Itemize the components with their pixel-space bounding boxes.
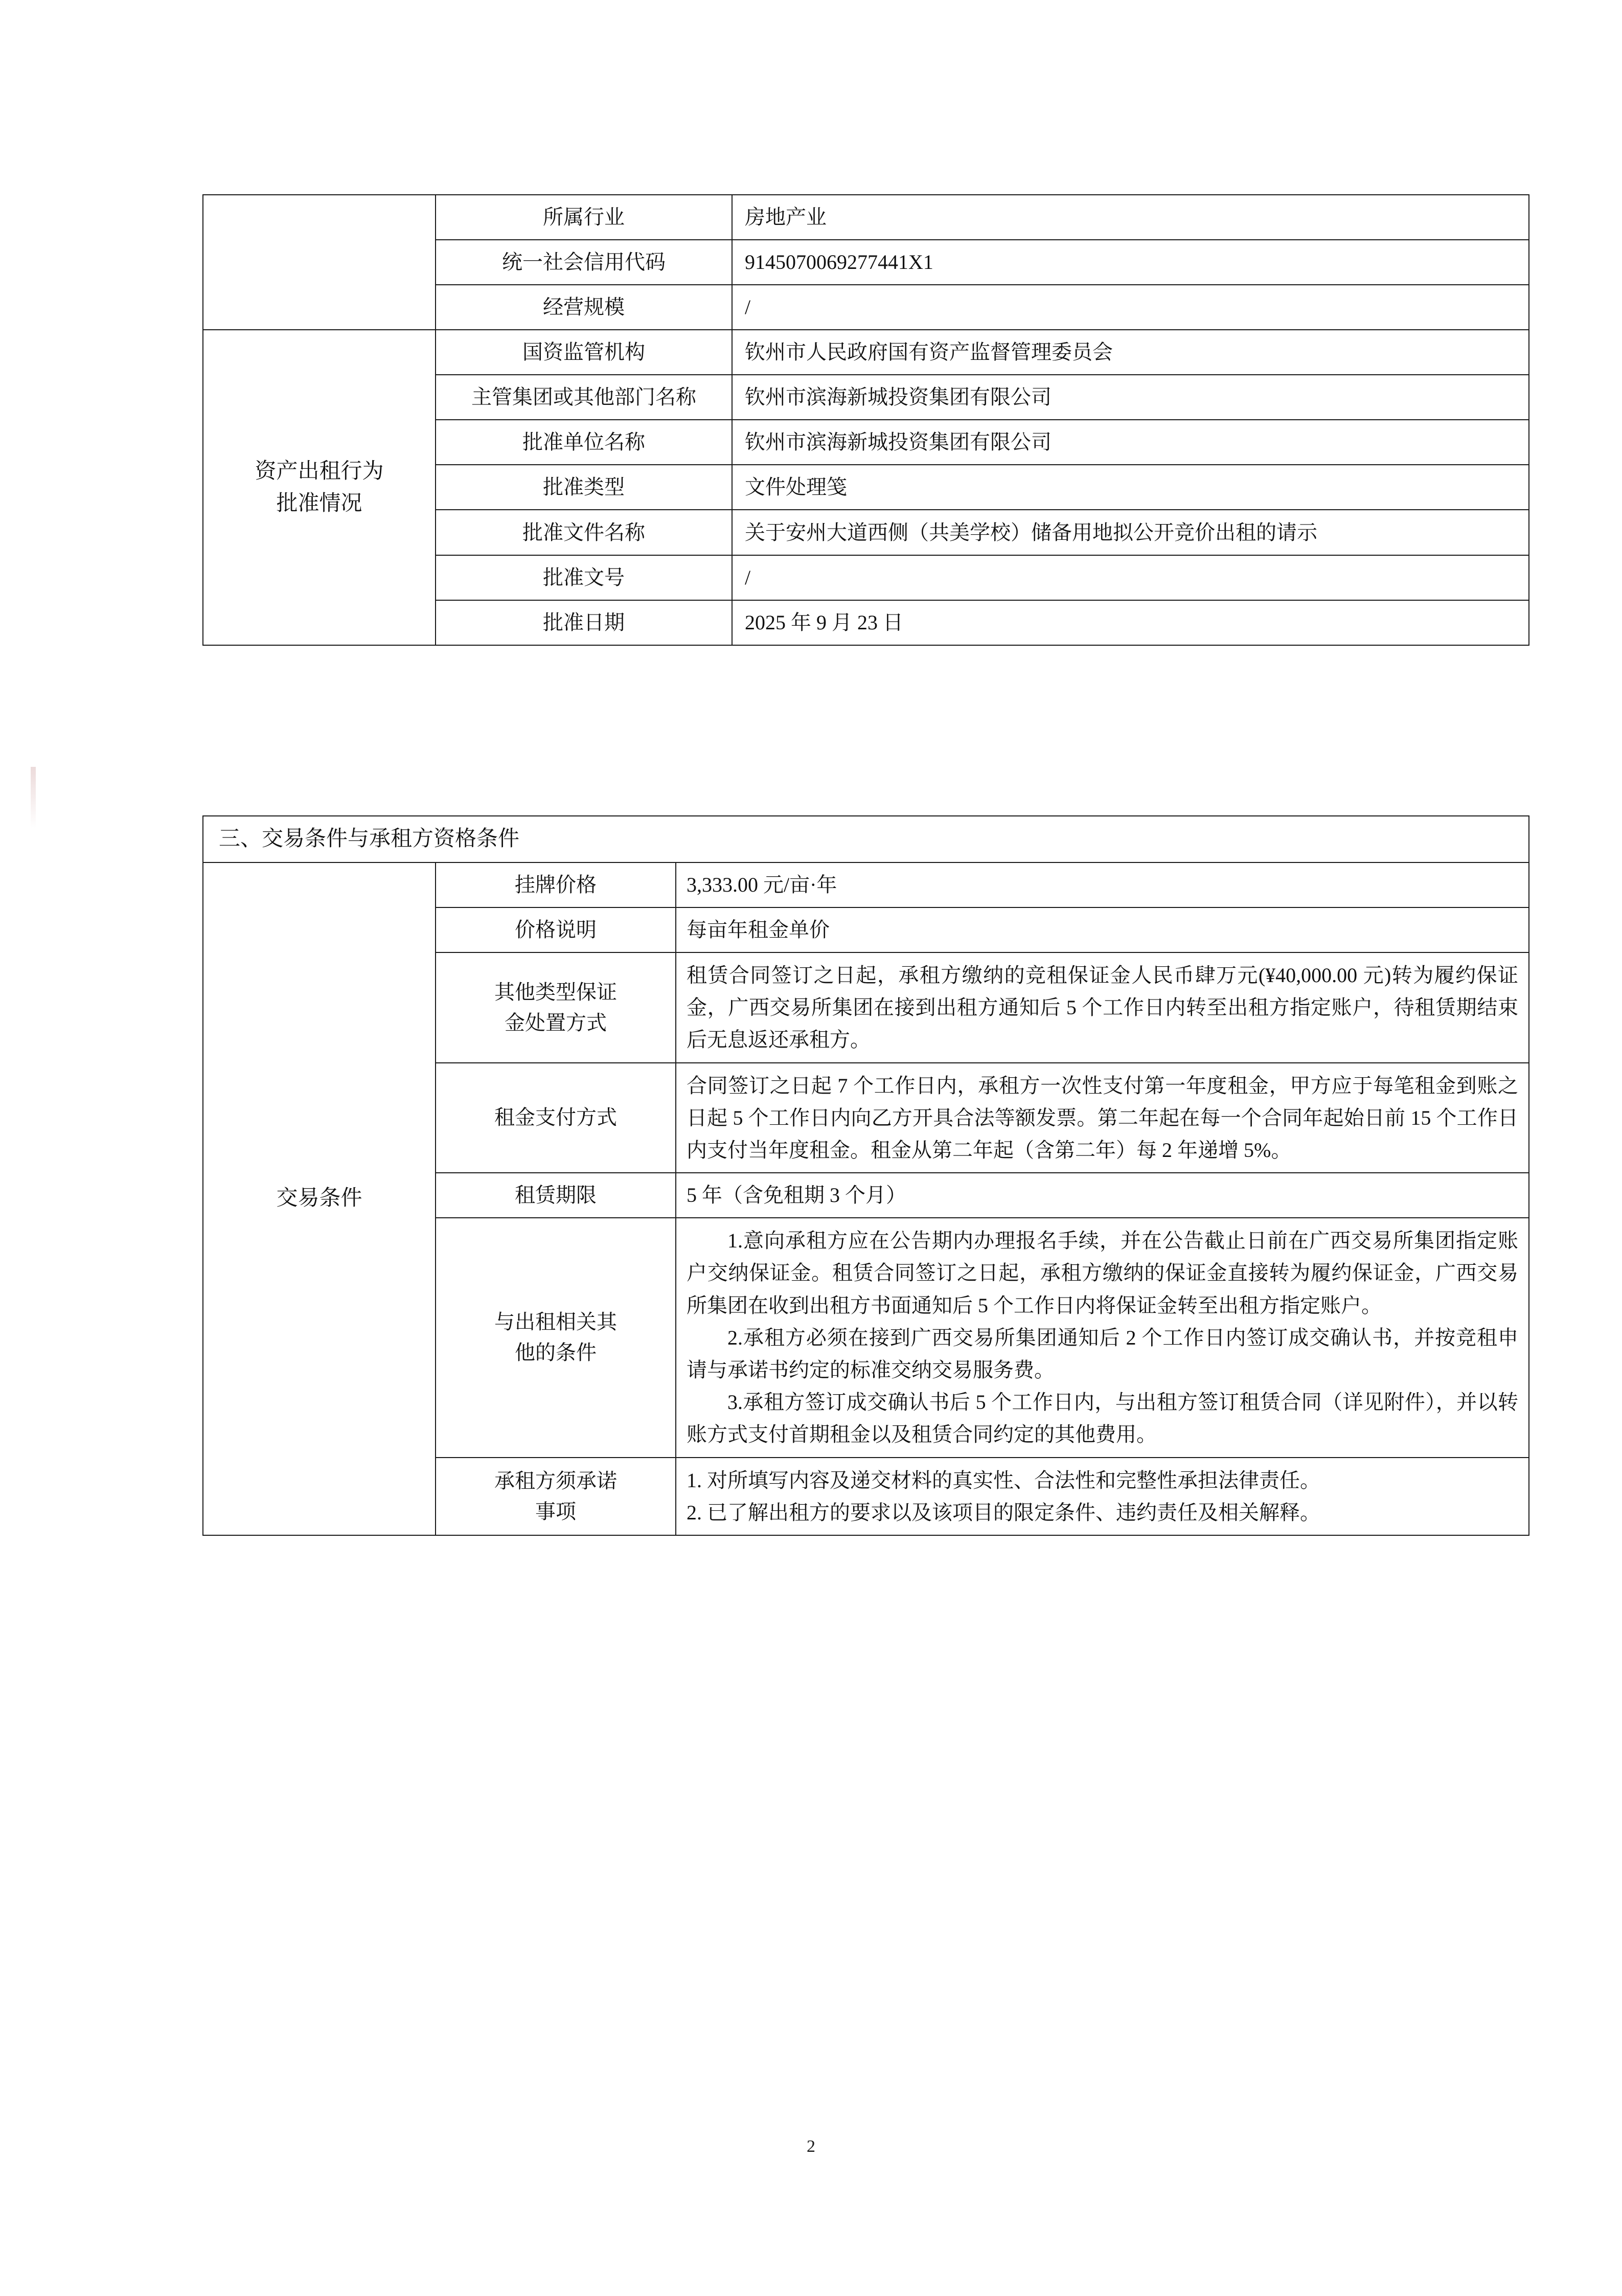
row-label: 国资监管机构 <box>436 330 732 375</box>
row-label: 租赁期限 <box>436 1173 676 1218</box>
row-value: 3,333.00 元/亩·年 <box>676 862 1529 907</box>
paragraph: 3.承租方签订成交确认书后 5 个工作日内，与出租方签订租赁合同（详见附件），并以转账方式支付首期租金以及租赁合同约定的其他费用。 <box>687 1391 1518 1446</box>
row-value: 文件处理笺 <box>732 465 1529 510</box>
row-value: 每亩年租金单价 <box>676 907 1529 952</box>
group-label-trade-conditions: 交易条件 <box>203 862 436 1535</box>
row-label: 批准类型 <box>436 465 732 510</box>
row-value <box>676 1218 1529 1457</box>
table-row <box>203 330 1529 375</box>
trade-conditions-table <box>202 815 1529 1536</box>
spacer-cell-top <box>203 195 436 240</box>
row-value: 钦州市滨海新城投资集团有限公司 <box>732 375 1529 420</box>
row-label: 批准文件名称 <box>436 510 732 555</box>
row-label: 价格说明 <box>436 907 676 952</box>
row-value: 5 年（含免租期 3 个月） <box>676 1173 1529 1218</box>
row-label: 经营规模 <box>436 285 732 330</box>
row-value: 钦州市人民政府国有资产监督管理委员会 <box>732 330 1529 375</box>
row-label: 批准日期 <box>436 600 732 645</box>
page-number: 2 <box>807 2137 815 2156</box>
row-label: 租金支付方式 <box>436 1063 676 1173</box>
paragraph: 2. 已了解出租方的要求以及该项目的限定条件、违约责任及相关解释。 <box>687 1501 1320 1524</box>
row-label: 与出租相关其 他的条件 <box>436 1218 676 1457</box>
table-row <box>203 240 1529 285</box>
group-label-approval: 资产出租行为 批准情况 <box>203 330 436 645</box>
paragraph: 1. 对所填写内容及递交材料的真实性、合法性和完整性承担法律责任。 <box>687 1468 1320 1492</box>
paragraph: 2.承租方必须在接到广西交易所集团通知后 2 个工作日内签订成交确认书，并按竞租申请与承诺书约定的标准交纳交易服务费。 <box>687 1326 1518 1381</box>
row-value <box>676 1063 1529 1173</box>
row-label: 所属行业 <box>436 195 732 240</box>
page-edge-mark <box>31 767 36 828</box>
row-value: 房地产业 <box>732 195 1529 240</box>
section-heading-row <box>203 816 1529 862</box>
asset-lease-approval-table <box>202 194 1529 646</box>
row-label: 统一社会信用代码 <box>436 240 732 285</box>
row-value-paragraphs <box>687 1464 1518 1529</box>
row-value-text: 租赁合同签订之日起，承租方缴纳的竞租保证金人民币肆万元(¥40,000.00 元)转为履约保证金，广西交易所集团在接到出租方通知后 5 个工作日内转至出租方指定账户，待租赁期结束后无息返还承租方。 <box>687 964 1518 1052</box>
row-label: 批准文号 <box>436 555 732 600</box>
row-value-text: 关于安州大道西侧（共美学校）储备用地拟公开竞价出租的请示 <box>745 521 1317 544</box>
table-row <box>203 195 1529 240</box>
row-value: / <box>732 555 1529 600</box>
row-value: 钦州市滨海新城投资集团有限公司 <box>732 420 1529 465</box>
row-value: 9145070069277441X1 <box>732 240 1529 285</box>
spacer-cell-top <box>203 240 436 285</box>
row-label: 主管集团或其他部门名称 <box>436 375 732 420</box>
row-value-text: 合同签订之日起 7 个工作日内，承租方一次性支付第一年度租金，甲方应于每笔租金到账之日起 5 个工作日内向乙方开具合法等额发票。第二年起在每一个合同年起始日前 15 个工作日内支付当年度租金。租金从第二年起（含第二年）每 2 年递增 5%。 <box>687 1074 1518 1162</box>
section-heading: 三、交易条件与承租方资格条件 <box>203 816 1529 862</box>
row-value: / <box>732 285 1529 330</box>
spacer-cell-top <box>203 285 436 330</box>
row-value <box>676 952 1529 1063</box>
table-row <box>203 285 1529 330</box>
row-label: 批准单位名称 <box>436 420 732 465</box>
paragraph: 1.意向承租方应在公告期内办理报名手续，并在公告截止日前在广西交易所集团指定账户交纳保证金。租赁合同签订之日起，承租方缴纳的保证金直接转为履约保证金，广西交易所集团在收到出租方书面通知后 5 个工作日内将保证金转至出租方指定账户。 <box>687 1229 1518 1317</box>
row-value: 2025 年 9 月 23 日 <box>732 600 1529 645</box>
row-value <box>676 1458 1529 1535</box>
row-value <box>732 510 1529 555</box>
row-value-paragraphs <box>687 1224 1518 1450</box>
table-row <box>203 862 1529 907</box>
row-label: 其他类型保证 金处置方式 <box>436 952 676 1063</box>
row-label: 承租方须承诺 事项 <box>436 1458 676 1535</box>
row-label: 挂牌价格 <box>436 862 676 907</box>
